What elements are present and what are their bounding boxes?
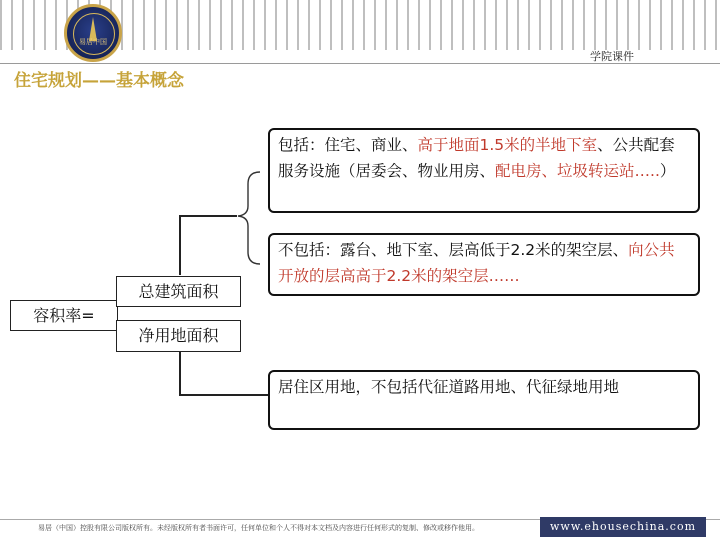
exclude-highlight: 向公共开放的层高高于2.2米的架空层……	[278, 241, 675, 285]
include-highlight-1: 高于地面1.5米的半地下室	[417, 136, 598, 154]
include-suffix: ）	[659, 162, 676, 180]
connector-vertical-top	[179, 215, 181, 275]
footer-copyright: 易居（中国）控股有限公司版权所有。未经版权所有者书面许可，任何单位和个人不得对本文档及内容进行任何形式的复制、修改或移作他用。	[38, 524, 479, 532]
company-logo	[64, 4, 122, 62]
denominator-label: 净用地面积	[116, 320, 241, 352]
include-middle: 、公共配套服务设施（居委会、物业用房、	[278, 136, 675, 180]
include-prefix: 包括：住宅、商业、	[278, 136, 418, 154]
numerator-label: 总建筑面积	[116, 276, 241, 307]
header-divider	[0, 63, 720, 64]
connector-vertical-bottom	[179, 352, 181, 395]
formula-label: 容积率=	[10, 300, 118, 331]
land-box	[268, 370, 700, 430]
connector-horizontal-bottom	[179, 394, 269, 396]
courseware-label: 学院课件	[590, 50, 634, 63]
curly-brace	[236, 170, 266, 266]
connector-horizontal-top	[179, 215, 237, 217]
page-title: 住宅规划——基本概念	[14, 71, 184, 91]
logo-text: 易居中国	[79, 38, 107, 46]
exclude-box	[268, 233, 700, 296]
include-highlight-2: 配电房、垃圾转运站…..	[495, 162, 660, 180]
footer-brand: www.ehousechina.com	[540, 517, 706, 537]
land-text: 居住区用地，不包括代征道路用地、代征绿地用地	[278, 378, 620, 396]
include-box	[268, 128, 700, 213]
exclude-prefix: 不包括：露台、地下室、层高低于2.2米的架空层、	[278, 241, 629, 259]
